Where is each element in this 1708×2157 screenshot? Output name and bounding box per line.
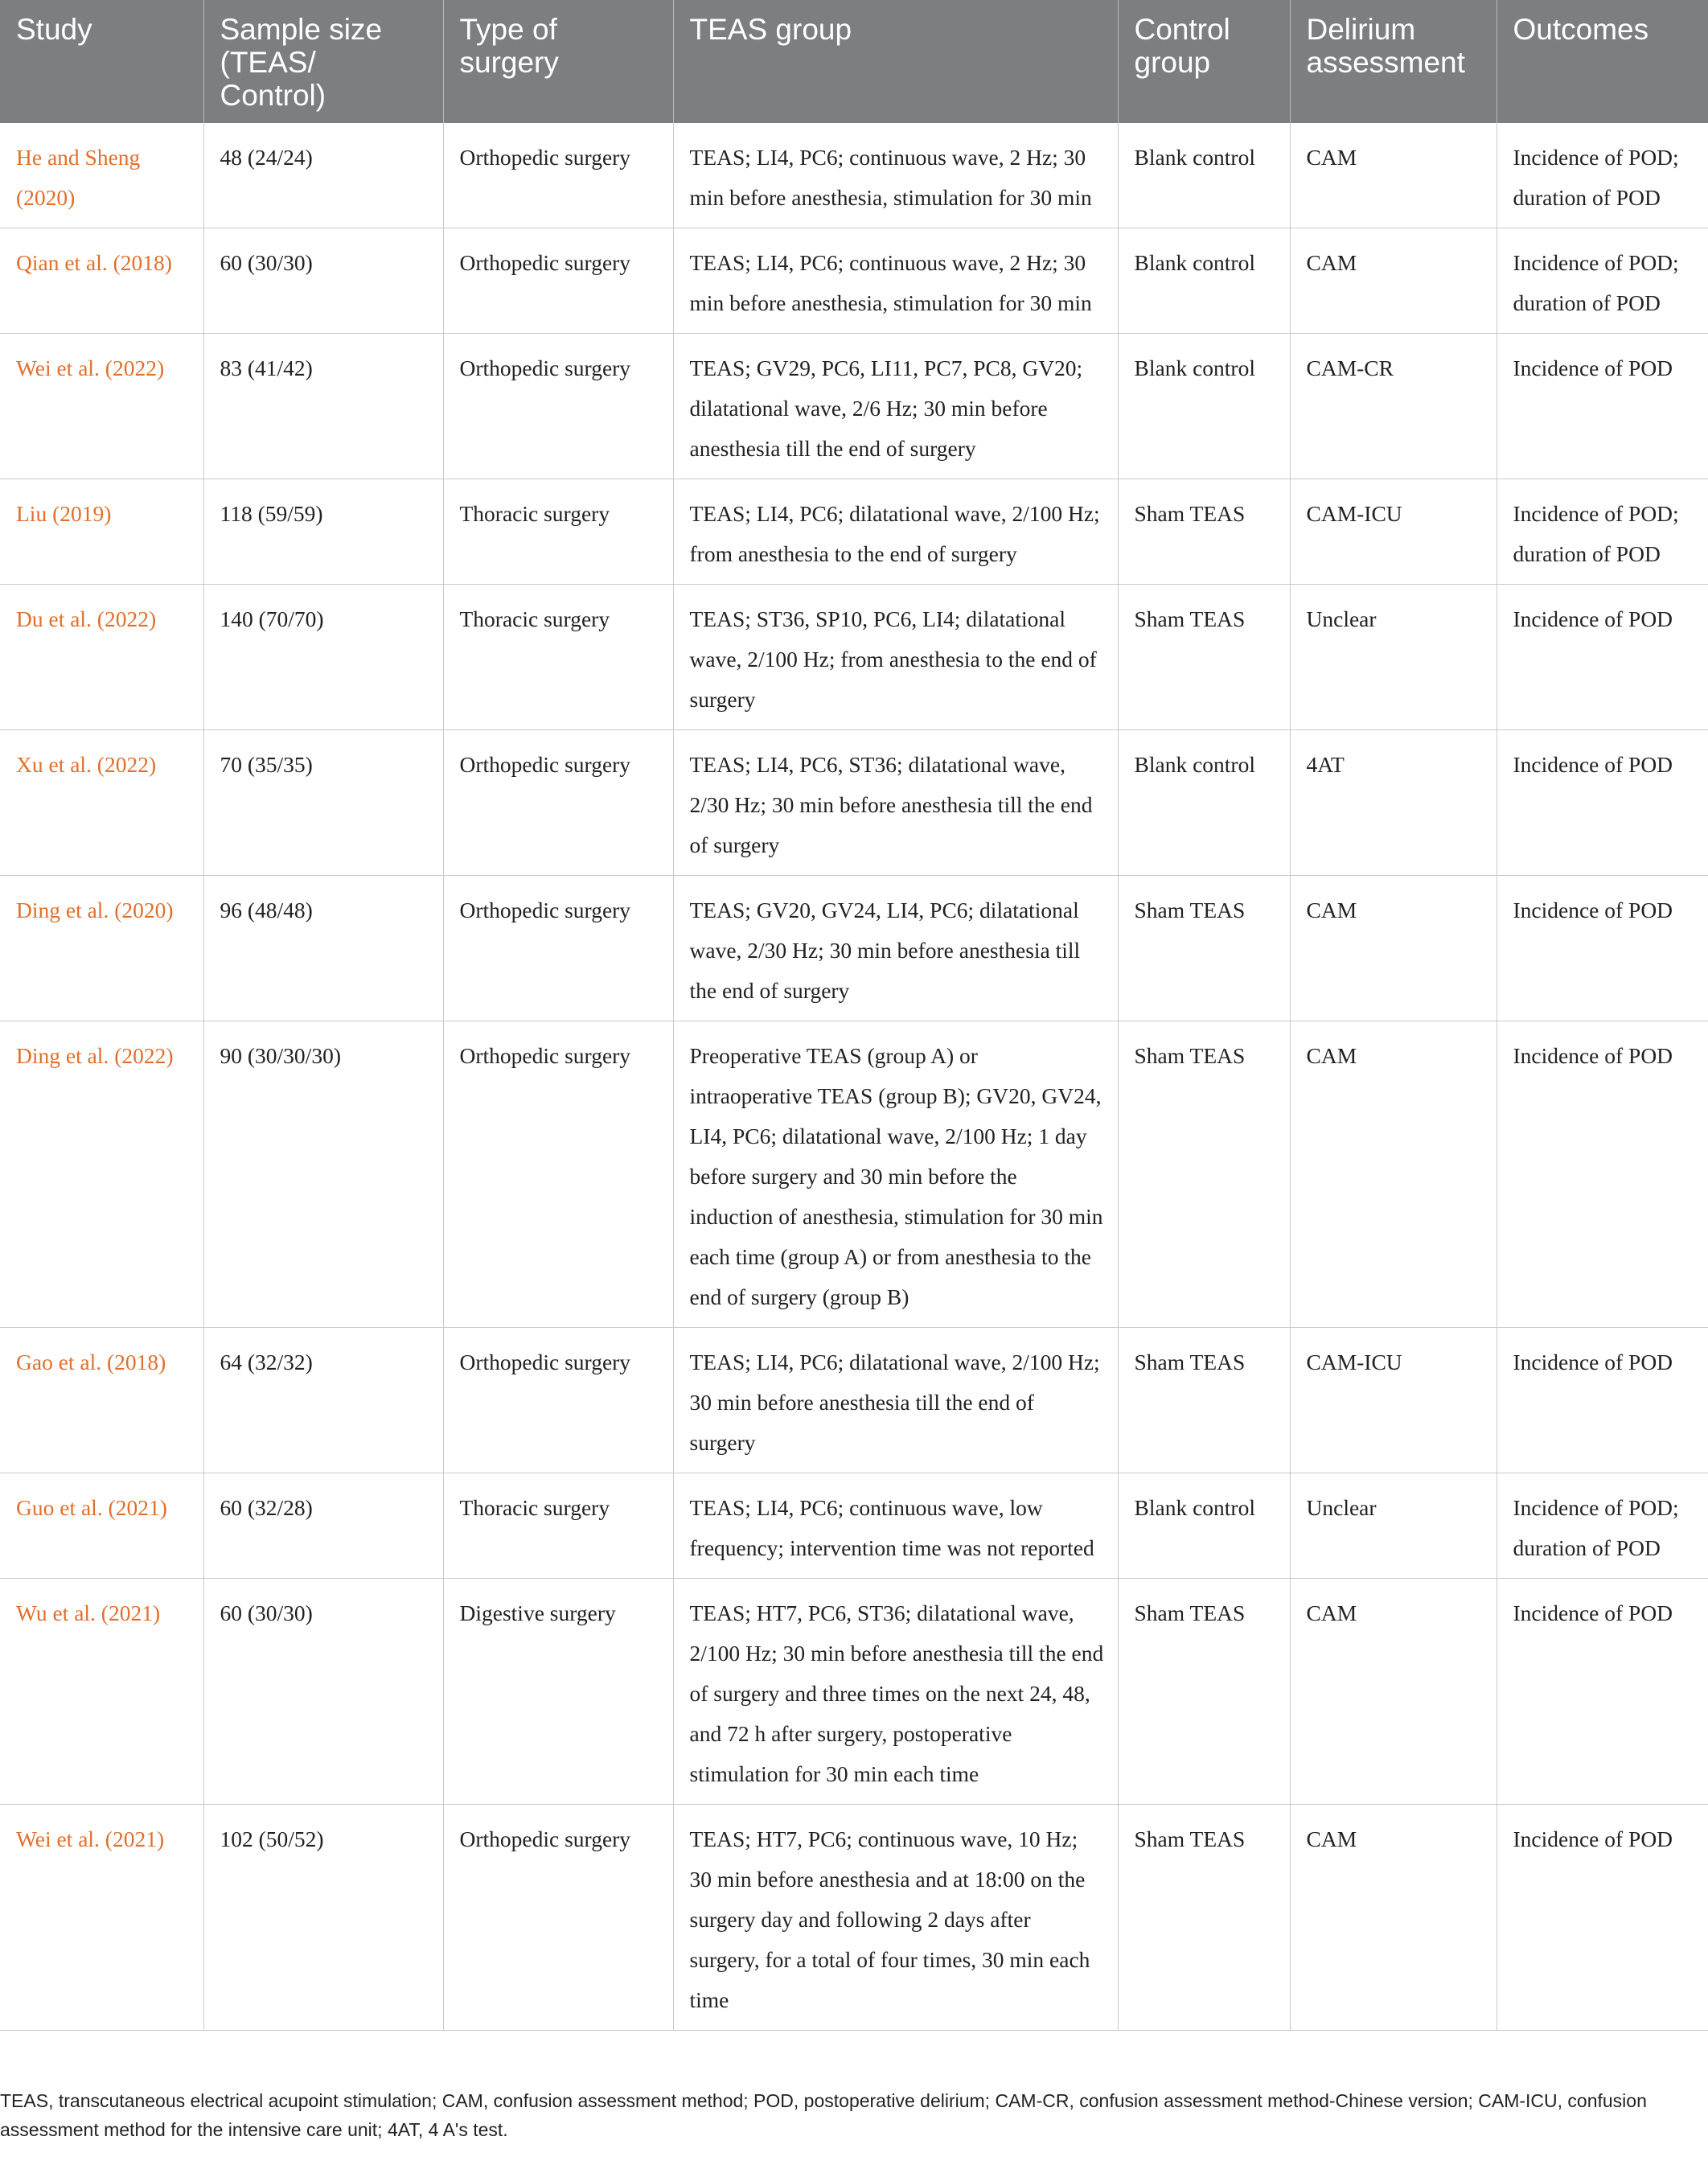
- table-row: [0, 1021, 1708, 1328]
- sample-size-cell: 60 (30/30): [203, 1579, 443, 1805]
- delirium-assessment-cell: CAM: [1290, 123, 1497, 228]
- control-group-cell: Sham TEAS: [1118, 1021, 1290, 1328]
- surgery-type-cell: Orthopedic surgery: [443, 334, 673, 479]
- sample-size-cell: 70 (35/35): [203, 730, 443, 876]
- surgery-type-cell: Thoracic surgery: [443, 479, 673, 585]
- delirium-assessment-cell: CAM-ICU: [1290, 1328, 1497, 1473]
- outcomes-cell: Incidence of POD: [1497, 1021, 1708, 1328]
- control-group-cell: Sham TEAS: [1118, 479, 1290, 585]
- delirium-assessment-cell: CAM-CR: [1290, 334, 1497, 479]
- outcomes-cell: Incidence of POD; duration of POD: [1497, 479, 1708, 585]
- teas-group-cell: TEAS; ST36, SP10, PC6, LI4; dilatational wave, 2/100 Hz; from anesthesia to the end of surgery: [673, 585, 1118, 730]
- study-link[interactable]: He and Sheng (2020): [0, 123, 203, 228]
- teas-group-cell: Preoperative TEAS (group A) or intraoperative TEAS (group B); GV20, GV24, LI4, PC6; dilatational wave, 2/100 Hz; 1 day before surgery and 30 min before the induction of anesthesia, stimulation for 30 min each time (group A) or from anesthesia to the end of surgery (group B): [673, 1021, 1118, 1328]
- sample-size-cell: 90 (30/30/30): [203, 1021, 443, 1328]
- study-link[interactable]: Liu (2019): [0, 479, 203, 585]
- outcomes-cell: Incidence of POD: [1497, 730, 1708, 876]
- sample-size-cell: 64 (32/32): [203, 1328, 443, 1473]
- study-link[interactable]: Du et al. (2022): [0, 585, 203, 730]
- study-link[interactable]: Xu et al. (2022): [0, 730, 203, 876]
- header-type-of-surgery: Type of surgery: [443, 0, 673, 123]
- control-group-cell: Sham TEAS: [1118, 585, 1290, 730]
- teas-group-cell: TEAS; GV29, PC6, LI11, PC7, PC8, GV20; dilatational wave, 2/6 Hz; 30 min before anesthesia till the end of surgery: [673, 334, 1118, 479]
- outcomes-cell: Incidence of POD: [1497, 1805, 1708, 2031]
- surgery-type-cell: Thoracic surgery: [443, 1473, 673, 1579]
- control-group-cell: Blank control: [1118, 123, 1290, 228]
- sample-size-cell: 102 (50/52): [203, 1805, 443, 2031]
- table-row: [0, 123, 1708, 228]
- surgery-type-cell: Orthopedic surgery: [443, 123, 673, 228]
- study-link[interactable]: Wu et al. (2021): [0, 1579, 203, 1805]
- sample-size-cell: 140 (70/70): [203, 585, 443, 730]
- study-link[interactable]: Wei et al. (2021): [0, 1805, 203, 2031]
- table-row: [0, 585, 1708, 730]
- control-group-cell: Sham TEAS: [1118, 1805, 1290, 2031]
- table-row: [0, 334, 1708, 479]
- table-row: [0, 876, 1708, 1021]
- study-link[interactable]: Qian et al. (2018): [0, 228, 203, 334]
- header-delirium-assessment: Delirium assessment: [1290, 0, 1497, 123]
- surgery-type-cell: Orthopedic surgery: [443, 228, 673, 334]
- outcomes-cell: Incidence of POD; duration of POD: [1497, 1473, 1708, 1579]
- teas-group-cell: TEAS; LI4, PC6; continuous wave, 2 Hz; 30 min before anesthesia, stimulation for 30 min: [673, 123, 1118, 228]
- table-row: [0, 228, 1708, 334]
- teas-group-cell: TEAS; LI4, PC6; dilatational wave, 2/100 Hz; from anesthesia to the end of surgery: [673, 479, 1118, 585]
- delirium-assessment-cell: CAM: [1290, 1579, 1497, 1805]
- outcomes-cell: Incidence of POD: [1497, 876, 1708, 1021]
- control-group-cell: Sham TEAS: [1118, 876, 1290, 1021]
- surgery-type-cell: Orthopedic surgery: [443, 1805, 673, 2031]
- table-header: [0, 0, 1708, 123]
- control-group-cell: Blank control: [1118, 228, 1290, 334]
- outcomes-cell: Incidence of POD: [1497, 1328, 1708, 1473]
- header-study: Study: [0, 0, 203, 123]
- header-row: [0, 0, 1708, 123]
- surgery-type-cell: Digestive surgery: [443, 1579, 673, 1805]
- delirium-assessment-cell: CAM-ICU: [1290, 479, 1497, 585]
- surgery-type-cell: Orthopedic surgery: [443, 876, 673, 1021]
- surgery-type-cell: Thoracic surgery: [443, 585, 673, 730]
- delirium-assessment-cell: 4AT: [1290, 730, 1497, 876]
- table-footnote: TEAS, transcutaneous electrical acupoint stimulation; CAM, confusion assessment method; POD, postoperative delirium; CAM-CR, confusion assessment method-Chinese version; CAM-ICU, confusion assessment method for the intensive care unit; 4AT, 4 A's test.: [0, 2090, 1647, 2140]
- teas-group-cell: TEAS; LI4, PC6; continuous wave, low frequency; intervention time was not reported: [673, 1473, 1118, 1579]
- table-row: [0, 730, 1708, 876]
- control-group-cell: Sham TEAS: [1118, 1579, 1290, 1805]
- table-row: [0, 1805, 1708, 2031]
- delirium-assessment-cell: CAM: [1290, 1805, 1497, 2031]
- table-row: [0, 1328, 1708, 1473]
- study-link[interactable]: Ding et al. (2020): [0, 876, 203, 1021]
- header-sample-size: Sample size (TEAS/ Control): [203, 0, 443, 123]
- delirium-assessment-cell: CAM: [1290, 1021, 1497, 1328]
- delirium-assessment-cell: CAM: [1290, 876, 1497, 1021]
- surgery-type-cell: Orthopedic surgery: [443, 1328, 673, 1473]
- delirium-assessment-cell: Unclear: [1290, 1473, 1497, 1579]
- delirium-assessment-cell: Unclear: [1290, 585, 1497, 730]
- teas-group-cell: TEAS; LI4, PC6, ST36; dilatational wave, 2/30 Hz; 30 min before anesthesia till the end of surgery: [673, 730, 1118, 876]
- study-link[interactable]: Wei et al. (2022): [0, 334, 203, 479]
- table-row: [0, 479, 1708, 585]
- surgery-type-cell: Orthopedic surgery: [443, 1021, 673, 1328]
- study-link[interactable]: Gao et al. (2018): [0, 1328, 203, 1473]
- outcomes-cell: Incidence of POD; duration of POD: [1497, 228, 1708, 334]
- teas-group-cell: TEAS; GV20, GV24, LI4, PC6; dilatational wave, 2/30 Hz; 30 min before anesthesia till the end of surgery: [673, 876, 1118, 1021]
- outcomes-cell: Incidence of POD: [1497, 585, 1708, 730]
- delirium-assessment-cell: CAM: [1290, 228, 1497, 334]
- control-group-cell: Blank control: [1118, 730, 1290, 876]
- outcomes-cell: Incidence of POD: [1497, 1579, 1708, 1805]
- study-link[interactable]: Ding et al. (2022): [0, 1021, 203, 1328]
- table-body: [0, 123, 1708, 2031]
- control-group-cell: Blank control: [1118, 334, 1290, 479]
- header-outcomes: Outcomes: [1497, 0, 1708, 123]
- table-row: [0, 1473, 1708, 1579]
- sample-size-cell: 60 (30/30): [203, 228, 443, 334]
- header-teas-group: TEAS group: [673, 0, 1118, 123]
- control-group-cell: Sham TEAS: [1118, 1328, 1290, 1473]
- teas-group-cell: TEAS; LI4, PC6; dilatational wave, 2/100 Hz; 30 min before anesthesia till the end of surgery: [673, 1328, 1118, 1473]
- sample-size-cell: 48 (24/24): [203, 123, 443, 228]
- header-control-group: Control group: [1118, 0, 1290, 123]
- outcomes-cell: Incidence of POD; duration of POD: [1497, 123, 1708, 228]
- table-row: [0, 1579, 1708, 1805]
- surgery-type-cell: Orthopedic surgery: [443, 730, 673, 876]
- control-group-cell: Blank control: [1118, 1473, 1290, 1579]
- sample-size-cell: 118 (59/59): [203, 479, 443, 585]
- outcomes-cell: Incidence of POD: [1497, 334, 1708, 479]
- teas-group-cell: TEAS; HT7, PC6, ST36; dilatational wave, 2/100 Hz; 30 min before anesthesia till the end of surgery and three times on the next 24, 48, and 72 h after surgery, postoperative stimulation for 30 min each time: [673, 1579, 1118, 1805]
- sample-size-cell: 60 (32/28): [203, 1473, 443, 1579]
- study-link[interactable]: Guo et al. (2021): [0, 1473, 203, 1579]
- teas-group-cell: TEAS; HT7, PC6; continuous wave, 10 Hz; 30 min before anesthesia and at 18:00 on the surgery day and following 2 days after surgery, for a total of four times, 30 min each time: [673, 1805, 1118, 2031]
- teas-group-cell: TEAS; LI4, PC6; continuous wave, 2 Hz; 30 min before anesthesia, stimulation for 30 min: [673, 228, 1118, 334]
- sample-size-cell: 96 (48/48): [203, 876, 443, 1021]
- sample-size-cell: 83 (41/42): [203, 334, 443, 479]
